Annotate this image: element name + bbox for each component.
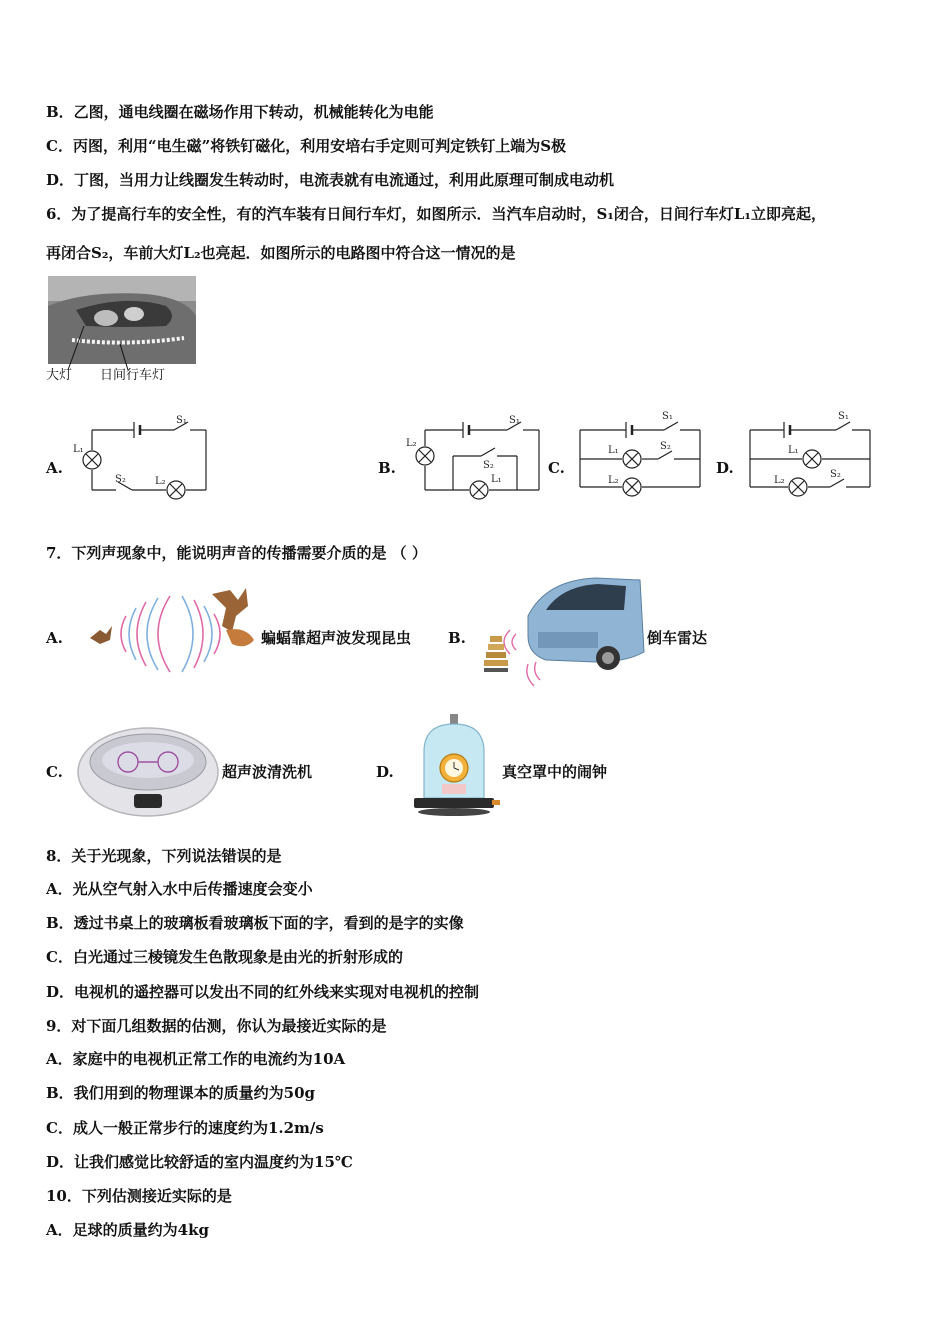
q8-option-d: D．电视机的遥控器可以发出不同的红外线来实现对电视机的控制 <box>46 983 480 1001</box>
circuit-d-l1: L₁ <box>788 445 799 456</box>
q9-option-c: C．成人一般正常步行的速度约为1.2m/s <box>46 1119 324 1137</box>
circuit-a-s2: S₂ <box>115 474 126 485</box>
bat-ultrasound-image <box>86 586 258 682</box>
circuit-d-s1: S₁ <box>838 411 849 422</box>
circuit-c-l1: L₁ <box>608 445 619 456</box>
circuit-b-s1: S₁ <box>509 415 520 426</box>
circuit-b-diagram <box>403 410 548 500</box>
q5-option-b: B．乙图，通电线圈在磁场作用下转动，机械能转化为电能 <box>46 103 434 121</box>
q7-option-c-text: 超声波清洗机 <box>222 763 313 781</box>
q7-stem: 7．下列声现象中，能说明声音的传播需要介质的是 （ ） <box>46 544 427 562</box>
q7-option-a-text: 蝙蝠靠超声波发现昆虫 <box>261 629 412 647</box>
q8-option-a: A．光从空气射入水中后传播速度会变小 <box>46 880 313 898</box>
circuit-option-d-label: D. <box>716 459 734 477</box>
q7-option-c-label: C. <box>46 763 63 781</box>
car-headlight-photo <box>46 276 196 388</box>
circuit-option-b-label: B. <box>378 459 396 477</box>
vacuum-bell-jar-image <box>410 712 500 820</box>
headlight-label: 大灯 <box>46 368 73 383</box>
circuit-option-c-label: C. <box>548 459 565 477</box>
drl-label: 日间行车灯 <box>100 368 166 383</box>
circuit-a-diagram <box>70 410 215 500</box>
circuit-b-s2: S₂ <box>483 460 494 471</box>
circuit-a-s1: S₁ <box>176 415 187 426</box>
q7-option-d-label: D. <box>376 763 394 781</box>
q8-option-b: B．透过书桌上的玻璃板看玻璃板下面的字，看到的是字的实像 <box>46 914 464 932</box>
reversing-radar-image <box>476 576 646 688</box>
q9-option-b: B．我们用到的物理课本的质量约为50g <box>46 1084 316 1102</box>
circuit-d-diagram <box>744 405 879 500</box>
q8-option-c: C．白光通过三棱镜发生色散现象是由光的折射形成的 <box>46 948 403 966</box>
q9-option-a: A．家庭中的电视机正常工作的电流约为10A <box>46 1050 346 1068</box>
circuit-c-l2: L₂ <box>608 475 619 486</box>
q7-option-d-text: 真空罩中的闹钟 <box>502 763 608 781</box>
q7-option-a-label: A. <box>46 629 63 647</box>
circuit-c-s1: S₁ <box>662 411 673 422</box>
q10-stem: 10．下列估测接近实际的是 <box>46 1187 232 1205</box>
q10-option-a: A．足球的质量约为4kg <box>46 1221 209 1239</box>
q5-option-d: D．丁图，当用力让线圈发生转动时，电流表就有电流通过，利用此原理可制成电动机 <box>46 171 615 189</box>
ultrasonic-cleaner-image <box>74 722 222 822</box>
circuit-a-l1: L₁ <box>73 444 84 455</box>
q7-option-b-text: 倒车雷达 <box>647 629 708 647</box>
q6-stem-line2: 再闭合S₂，车前大灯L₂也亮起．如图所示的电路图中符合这一情况的是 <box>46 244 516 262</box>
circuit-b-l1: L₁ <box>491 474 502 485</box>
q8-stem: 8．关于光现象，下列说法错误的是 <box>46 847 282 865</box>
circuit-d-s2: S₂ <box>830 469 841 480</box>
circuit-d-l2: L₂ <box>774 475 785 486</box>
q6-stem-line1: 6．为了提高行车的安全性，有的汽车装有日间行车灯，如图所示．当汽车启动时，S₁闭合，日间行车灯L₁立即亮起， <box>46 205 826 223</box>
q9-stem: 9．对下面几组数据的估测，你认为最接近实际的是 <box>46 1017 387 1035</box>
circuit-a-l2: L₂ <box>155 476 166 487</box>
circuit-option-a-label: A. <box>46 459 63 477</box>
circuit-c-s2: S₂ <box>660 441 671 452</box>
q7-option-b-label: B. <box>448 629 466 647</box>
circuit-c-diagram <box>574 405 709 500</box>
q5-option-c: C．丙图，利用“电生磁”将铁钉磁化，利用安培右手定则可判定铁钉上端为S极 <box>46 137 567 155</box>
q9-option-d: D．让我们感觉比较舒适的室内温度约为15℃ <box>46 1153 353 1171</box>
circuit-b-l2: L₂ <box>406 438 417 449</box>
